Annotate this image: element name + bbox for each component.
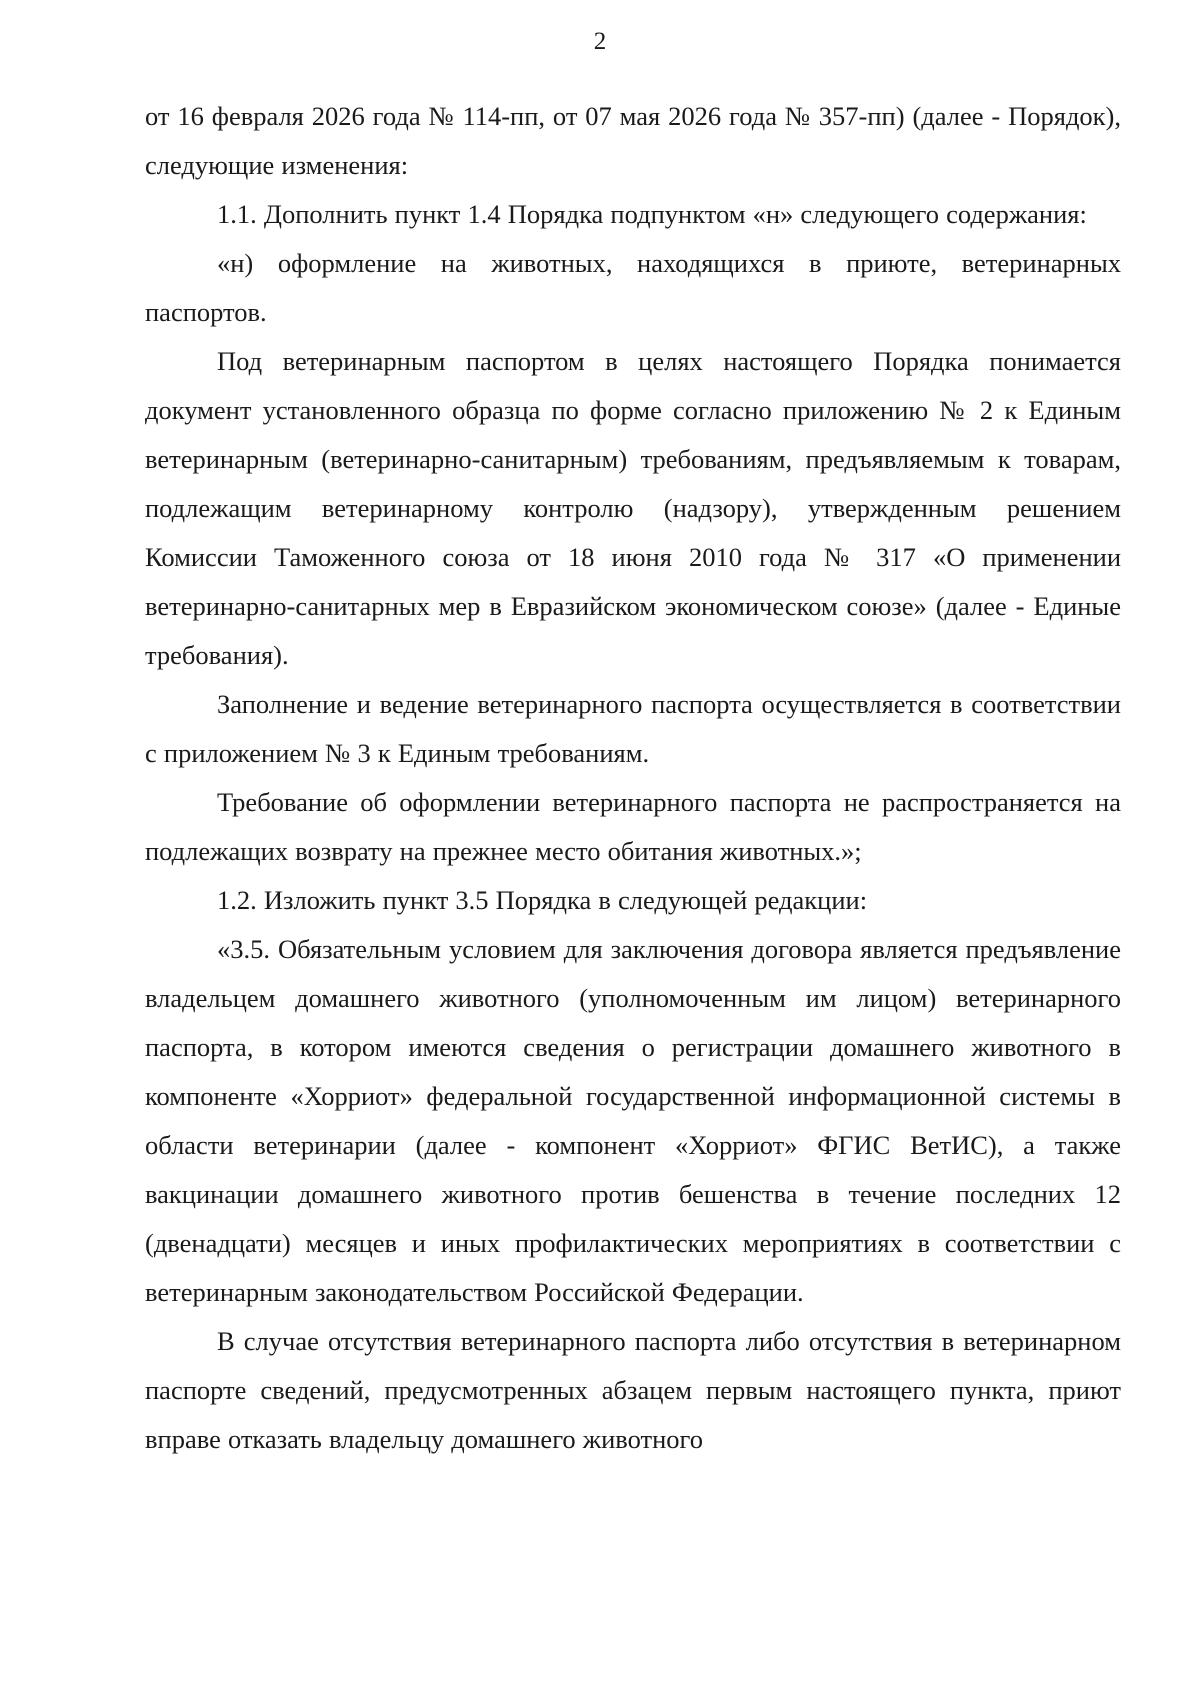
paragraph-passport-exception: Требование об оформлении ветеринарного паспорта не распространяется на подлежащих возврату на прежнее место обитания животных.»; bbox=[145, 787, 1121, 866]
document-body bbox=[145, 92, 1121, 1464]
paragraph-refusal: В случае отсутствия ветеринарного паспорта либо отсутствия в ветеринарном паспорте сведений, предусмотренных абзацем первым настоящего пункта, приют вправе отказать владельцу домашнего животного bbox=[145, 1326, 1121, 1454]
paragraph-passport-definition: Под ветеринарным паспортом в целях настоящего Порядка понимается документ установленного образца по форме согласно приложению № 2 к Единым ветеринарным (ветеринарно-санитарным) требованиям, предъявляемым к товарам, подлежащим ветеринарному контролю (надзору), утвержденным решением Комиссии Таможенного союза от 18 июня 2010 года № 317 «О применении ветеринарно-санитарных мер в Евразийском экономическом союзе» (далее - Единые требования). bbox=[145, 346, 1121, 670]
paragraph-item-1-2: 1.2. Изложить пункт 3.5 Порядка в следующей редакции: bbox=[217, 885, 868, 915]
paragraph-item-1-1: 1.1. Дополнить пункт 1.4 Порядка подпунктом «н» следующего содержания: bbox=[217, 199, 1087, 229]
paragraph-continuation: от 16 февраля 2026 года № 114-пп, от 07 мая 2026 года № 357-пп) (далее - Порядок), следующие изменения: bbox=[145, 101, 1121, 180]
paragraph-item-3-5: «3.5. Обязательным условием для заключения договора является предъявление владельцем домашнего животного (уполномоченным им лицом) ветеринарного паспорта, в котором имеются сведения о регистрации домашнего животного в компоненте «Хорриот» федеральной государственной информационной системы в области ветеринарии (далее - компонент «Хорриот» ФГИС ВетИС), а также вакцинации домашнего животного против бешенства в течение последних 12 (двенадцати) месяцев и иных профилактических мероприятиях в соответствии с ветеринарным законодательством Российской Федерации. bbox=[145, 934, 1121, 1307]
paragraph-passport-filling: Заполнение и ведение ветеринарного паспорта осуществляется в соответствии с приложением № 3 к Единым требованиям. bbox=[145, 689, 1121, 768]
paragraph-subitem-n: «н) оформление на животных, находящихся в приюте, ветеринарных паспортов. bbox=[145, 248, 1121, 327]
page-number: 2 bbox=[593, 28, 607, 55]
